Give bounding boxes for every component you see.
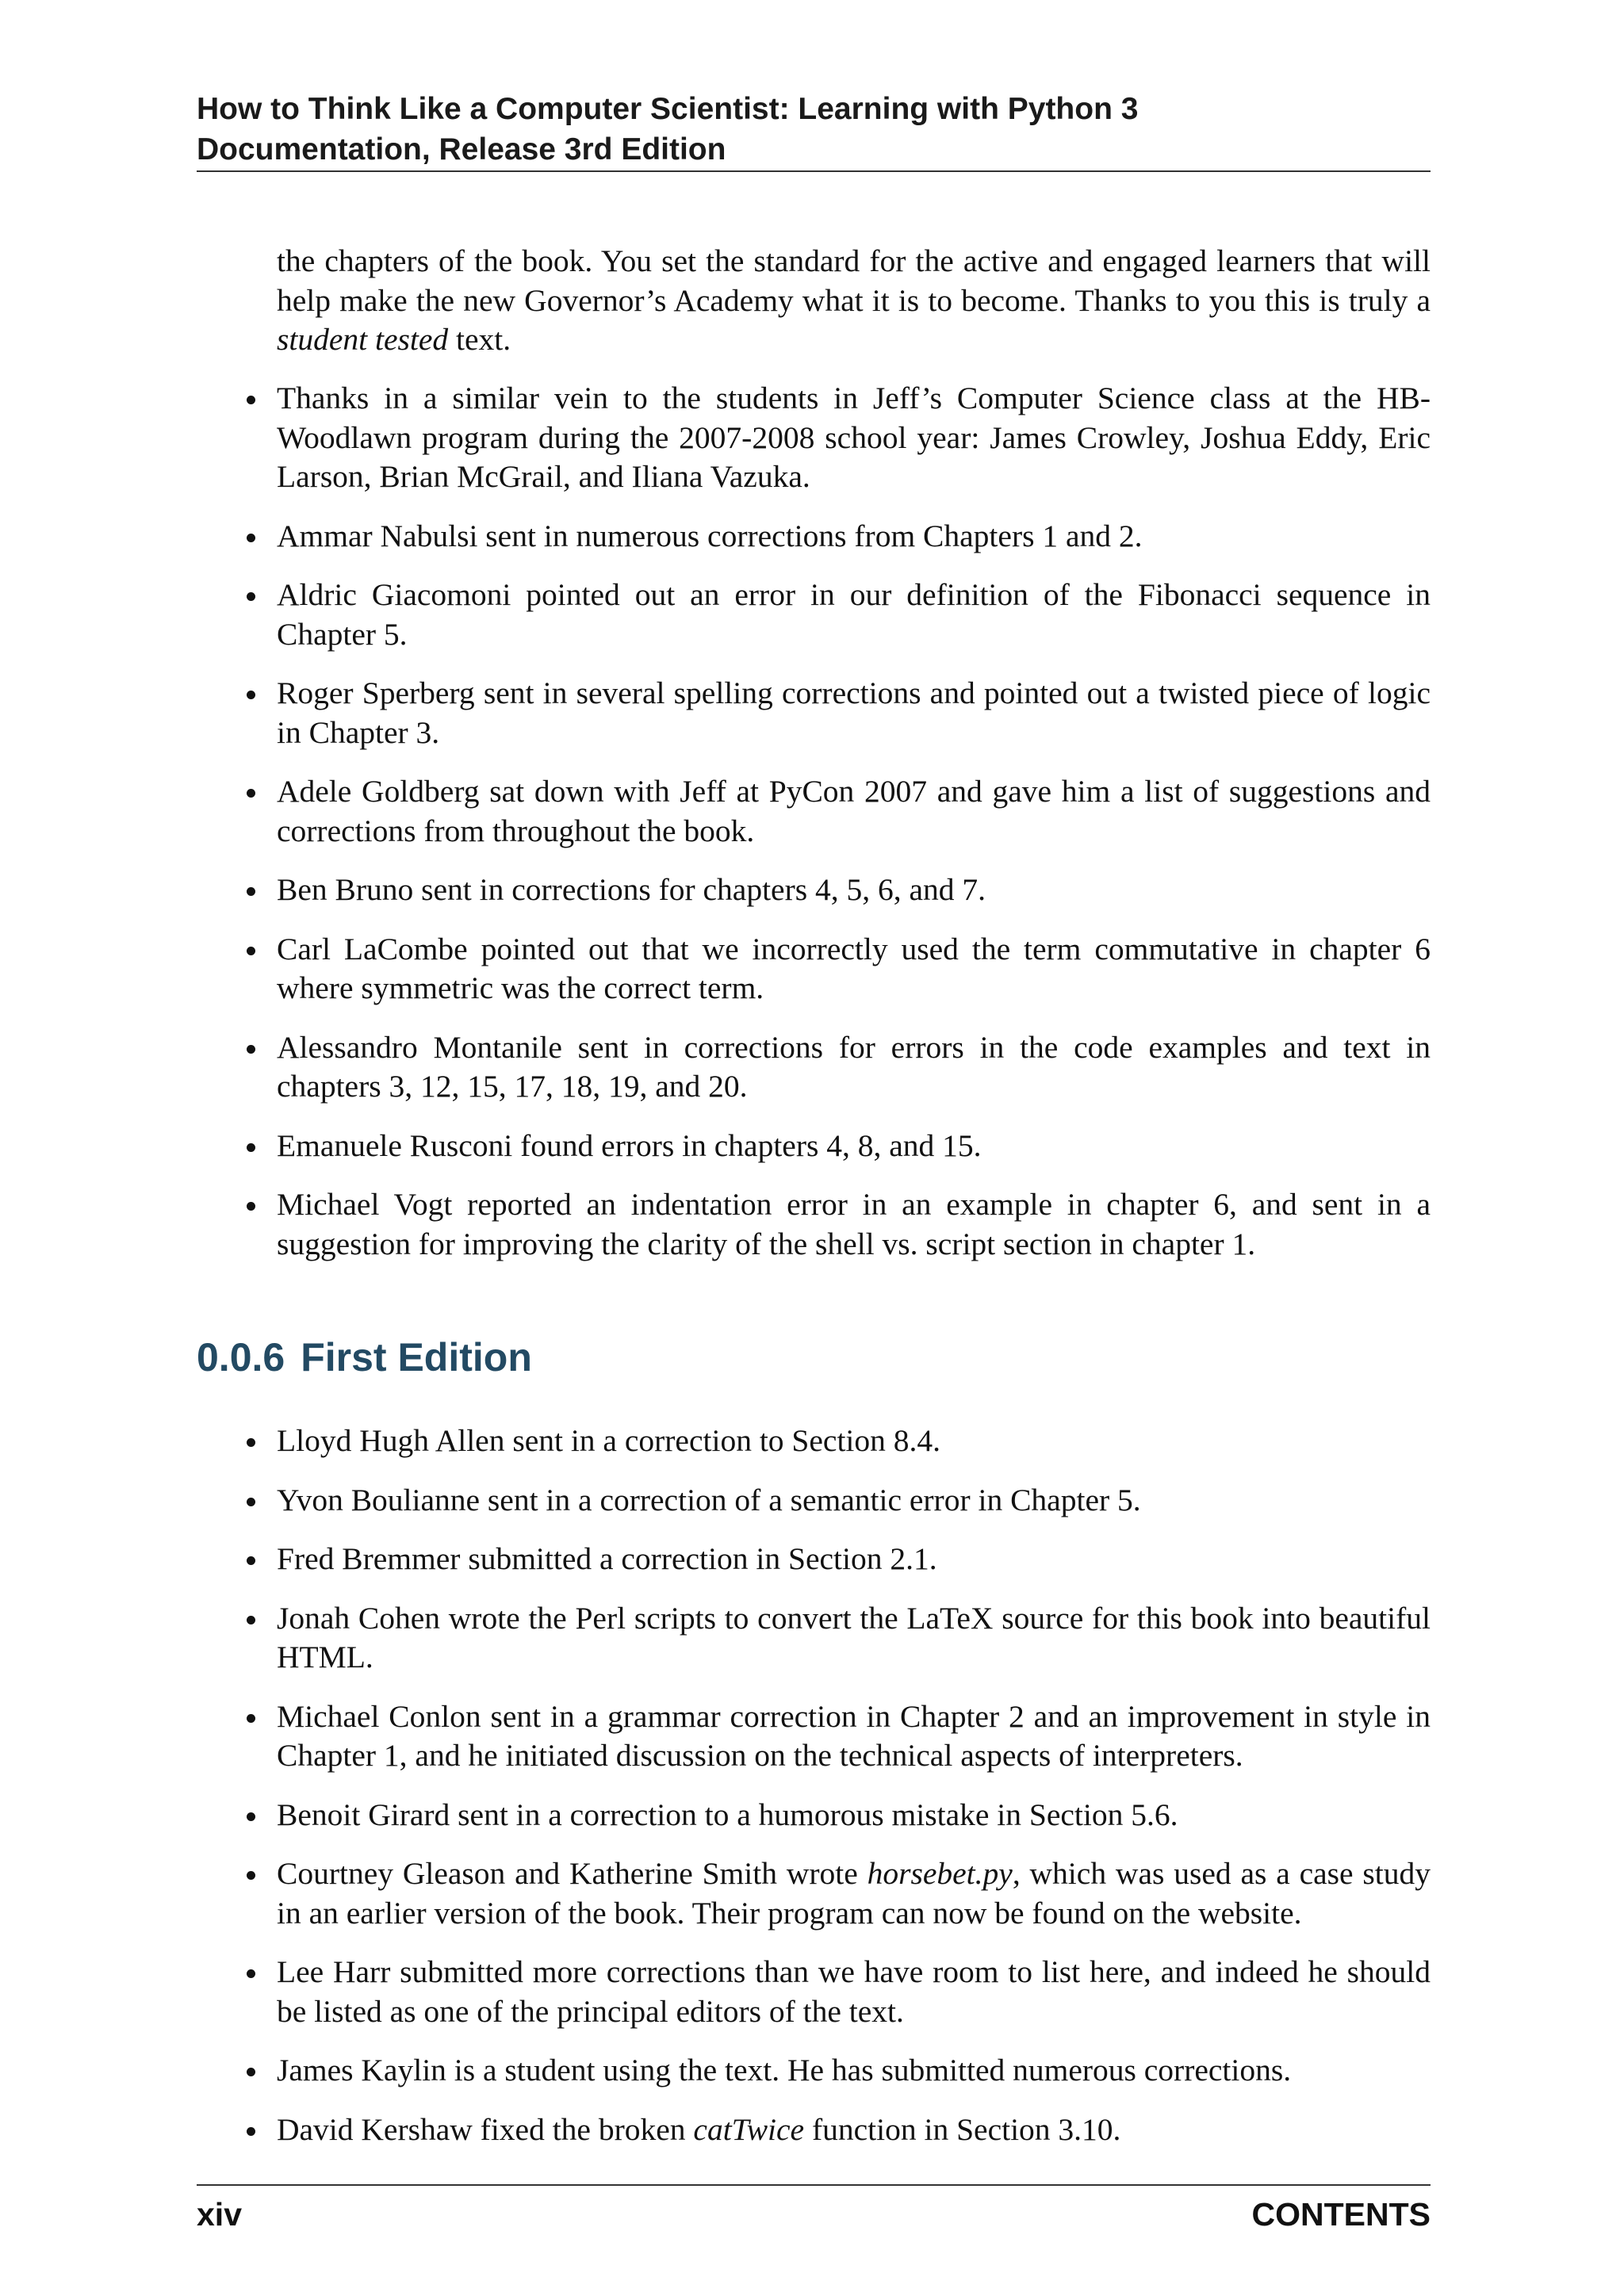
footer-section-label: CONTENTS — [1251, 2196, 1431, 2233]
page-number: xiv — [197, 2196, 242, 2233]
list-item: Ben Bruno sent in corrections for chapters 4, 5, 6, and 7. — [277, 871, 1431, 910]
list-item — [277, 2110, 1431, 2150]
list-item: Benoit Girard sent in a correction to a humorous mistake in Section 5.6. — [277, 1796, 1431, 1835]
first-edition-list — [0, 1422, 1624, 2169]
contributors-list — [0, 379, 1624, 1284]
list-item: Alessandro Montanile sent in corrections for errors in the code examples and text in chapters 3, 12, 15, 17, 18, 19, and 20. — [277, 1028, 1431, 1107]
continuation-paragraph — [277, 242, 1431, 360]
list-item — [277, 1854, 1431, 1933]
section-number: 0.0.6 — [197, 1335, 285, 1380]
filename-emphasis: horsebet.py — [867, 1856, 1013, 1891]
list-item-text: Courtney Gleason and Katherine Smith wrote — [277, 1856, 868, 1891]
function-name-emphasis: catTwice — [693, 2111, 805, 2147]
list-item: Lee Harr submitted more corrections than we have room to list here, and indeed he should be listed as one of the principal editors of the text. — [277, 1953, 1431, 2031]
list-item: Roger Sperberg sent in several spelling corrections and pointed out a twisted piece of logic in Chapter 3. — [277, 674, 1431, 752]
running-header — [197, 89, 1431, 170]
continuation-text-end: text. — [448, 322, 511, 357]
section-heading — [197, 1334, 532, 1381]
list-item: Carl LaCombe pointed out that we incorrectly used the term commutative in chapter 6 where symmetric was the correct term. — [277, 930, 1431, 1008]
list-item: James Kaylin is a student using the text. He has submitted numerous corrections. — [277, 2051, 1431, 2091]
list-item-text: David Kershaw fixed the broken — [277, 2111, 694, 2147]
list-item: Fred Bremmer submitted a correction in Section 2.1. — [277, 1540, 1431, 1579]
list-item-text-end: function in Section 3.10. — [804, 2111, 1121, 2147]
list-item: Michael Conlon sent in a grammar correction in Chapter 2 and an improvement in style in Chapter 1, and he initiated discussion on the technical aspects of interpreters. — [277, 1697, 1431, 1776]
list-item: Emanuele Rusconi found errors in chapters 4, 8, and 15. — [277, 1127, 1431, 1166]
header-rule — [197, 170, 1431, 172]
list-item: Thanks in a similar vein to the students in Jeff’s Computer Science class at the HB-Woodlawn program during the 2007-2008 school year: James Crowley, Joshua Eddy, Eric Larson, Brian McGrail, and Iliana Vazuka. — [277, 379, 1431, 497]
list-item: Jonah Cohen wrote the Perl scripts to convert the LaTeX source for this book into beautiful HTML. — [277, 1599, 1431, 1678]
continuation-text: the chapters of the book. You set the standard for the active and engaged learners that will help make the new Governor’s Academy what it is to become. Thanks to you this is truly a — [277, 243, 1431, 318]
footer-rule — [197, 2184, 1431, 2186]
continuation-emphasis: student tested — [277, 322, 449, 357]
header-title-line-1: How to Think Like a Computer Scientist: Learning with Python 3 — [197, 92, 1139, 126]
list-item: Lloyd Hugh Allen sent in a correction to Section 8.4. — [277, 1422, 1431, 1461]
header-title-line-2: Documentation, Release 3rd Edition — [197, 132, 726, 166]
list-item: Michael Vogt reported an indentation error in an example in chapter 6, and sent in a suggestion for improving the clarity of the shell vs. script section in chapter 1. — [277, 1185, 1431, 1264]
list-item: Yvon Boulianne sent in a correction of a semantic error in Chapter 5. — [277, 1481, 1431, 1521]
section-title: First Edition — [301, 1335, 532, 1380]
list-item-text-end: , which was used as a case study in an earlier version of the book. Their program can now be found on the website. — [277, 1856, 1431, 1931]
list-item: Adele Goldberg sat down with Jeff at PyCon 2007 and gave him a list of suggestions and corrections from throughout the book. — [277, 772, 1431, 851]
list-item: Ammar Nabulsi sent in numerous corrections from Chapters 1 and 2. — [277, 517, 1431, 557]
list-item: Aldric Giacomoni pointed out an error in our definition of the Fibonacci sequence in Chapter 5. — [277, 576, 1431, 654]
